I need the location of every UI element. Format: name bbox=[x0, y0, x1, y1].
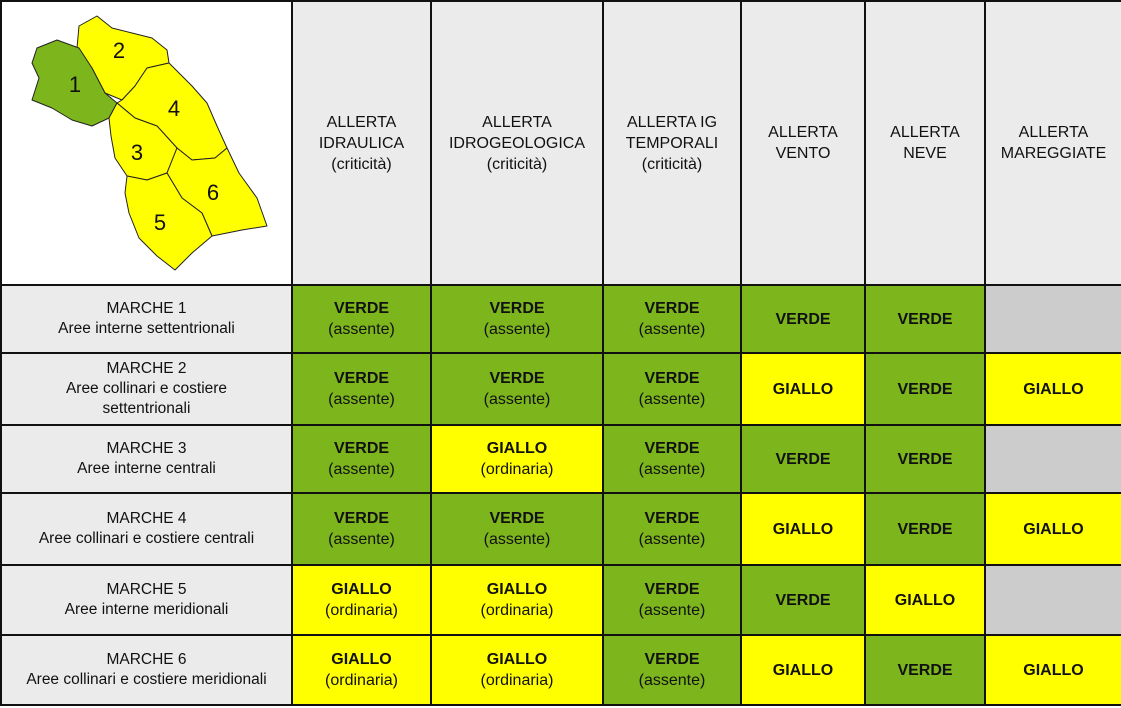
alert-level: VERDE bbox=[333, 510, 390, 527]
alert-level-cell bbox=[292, 635, 431, 705]
criticality: (assente) bbox=[638, 531, 706, 548]
alert-level: GIALLO bbox=[1023, 520, 1084, 538]
alert-level-cell bbox=[985, 493, 1121, 565]
alert-level: VERDE bbox=[489, 510, 545, 527]
alert-level: VERDE bbox=[897, 520, 953, 538]
alert-level: VERDE bbox=[775, 450, 831, 468]
alert-level-cell bbox=[431, 353, 603, 425]
alert-level: GIALLO bbox=[772, 520, 834, 538]
alert-level: VERDE bbox=[644, 581, 700, 598]
alert-level-cell bbox=[985, 425, 1121, 493]
alert-level: VERDE bbox=[644, 370, 700, 387]
alert-level: VERDE bbox=[897, 450, 953, 468]
alert-level-cell bbox=[741, 285, 865, 353]
map-zone-label-3: 3 bbox=[130, 140, 143, 165]
alert-level-cell bbox=[603, 565, 741, 635]
alert-level-cell bbox=[431, 425, 603, 493]
zone-label-line: Aree interne centrali bbox=[77, 460, 216, 477]
alert-level: VERDE bbox=[644, 510, 700, 527]
alert-level: VERDE bbox=[489, 370, 545, 387]
map-zone-label-6: 6 bbox=[206, 180, 219, 205]
alert-level: GIALLO bbox=[894, 591, 956, 609]
zone-label-line: Aree interne meridionali bbox=[64, 601, 229, 618]
criticality: (assente) bbox=[483, 391, 551, 408]
alert-level-cell bbox=[603, 635, 741, 705]
map-zone-label-5: 5 bbox=[153, 210, 166, 235]
table-row bbox=[1, 425, 1121, 493]
zone-label-cell bbox=[1, 565, 292, 635]
header-allerta-idraulica: ALLERTA IDRAULICA (criticità) bbox=[292, 1, 431, 285]
zone-label-line: MARCHE 6 bbox=[106, 651, 187, 668]
table-row bbox=[1, 635, 1121, 705]
zone-label-line: Aree interne settentrionali bbox=[58, 320, 235, 337]
alert-level: GIALLO bbox=[331, 651, 392, 668]
criticality: (ordinaria) bbox=[480, 461, 554, 478]
zone-label-cell bbox=[1, 285, 292, 353]
alert-level: VERDE bbox=[644, 440, 700, 457]
alert-level: VERDE bbox=[775, 310, 831, 328]
alert-level-cell bbox=[741, 425, 865, 493]
alert-level: GIALLO bbox=[1023, 661, 1084, 679]
alert-level-cell bbox=[865, 493, 985, 565]
criticality: (ordinaria) bbox=[325, 672, 398, 689]
alert-level-cell bbox=[292, 353, 431, 425]
marche-region-map bbox=[17, 8, 277, 278]
alert-level-cell bbox=[865, 285, 985, 353]
zone-label-cell bbox=[1, 635, 292, 705]
alert-level: GIALLO bbox=[772, 380, 834, 398]
zone-label-cell bbox=[1, 493, 292, 565]
alert-level: VERDE bbox=[897, 380, 953, 398]
alert-level: GIALLO bbox=[486, 440, 548, 457]
alert-level-cell bbox=[292, 493, 431, 565]
zone-label-line: MARCHE 2 bbox=[106, 360, 187, 377]
criticality: (ordinaria) bbox=[325, 602, 398, 619]
zone-label-cell bbox=[1, 353, 292, 425]
table-row bbox=[1, 565, 1121, 635]
table-row bbox=[1, 493, 1121, 565]
alert-level-cell bbox=[603, 285, 741, 353]
alert-level-cell bbox=[741, 635, 865, 705]
alert-level-cell bbox=[985, 565, 1121, 635]
criticality: (assente) bbox=[638, 391, 706, 408]
alert-level-cell bbox=[985, 635, 1121, 705]
alert-level: VERDE bbox=[333, 440, 390, 457]
header-row bbox=[1, 1, 1121, 285]
alert-level-cell bbox=[603, 425, 741, 493]
zone-label-line: MARCHE 5 bbox=[106, 581, 187, 598]
alert-level-cell bbox=[865, 353, 985, 425]
alert-level-cell bbox=[741, 353, 865, 425]
header-allerta-vento: ALLERTA VENTO bbox=[741, 1, 865, 285]
map-zone-label-2: 2 bbox=[112, 38, 125, 63]
criticality: (assente) bbox=[638, 461, 706, 478]
criticality: (assente) bbox=[328, 321, 395, 338]
header-allerta-mareggiate: ALLERTA MAREGGIATE bbox=[985, 1, 1121, 285]
map-zone-label-4: 4 bbox=[167, 96, 180, 121]
alert-level-cell bbox=[865, 635, 985, 705]
criticality: (ordinaria) bbox=[480, 672, 554, 689]
criticality: (assente) bbox=[638, 321, 706, 338]
criticality: (assente) bbox=[328, 461, 395, 478]
alert-level: VERDE bbox=[775, 591, 831, 609]
table-row bbox=[1, 285, 1121, 353]
criticality: (ordinaria) bbox=[480, 602, 554, 619]
alert-level-cell bbox=[292, 285, 431, 353]
alert-level: GIALLO bbox=[331, 581, 392, 598]
zone-label-line: MARCHE 4 bbox=[106, 510, 187, 527]
alert-level: VERDE bbox=[644, 651, 700, 668]
alert-level: GIALLO bbox=[486, 651, 548, 668]
zone-label-line: settentrionali bbox=[102, 400, 191, 417]
alert-level-cell bbox=[431, 565, 603, 635]
zone-label-cell bbox=[1, 425, 292, 493]
alert-level-cell bbox=[292, 565, 431, 635]
alert-level-cell bbox=[865, 425, 985, 493]
alert-level: VERDE bbox=[897, 310, 953, 328]
header-allerta-idrogeologica: ALLERTA IDROGEOLOGICA (criticità) bbox=[431, 1, 603, 285]
map-zone-label-1: 1 bbox=[68, 72, 81, 97]
alert-level-cell bbox=[431, 493, 603, 565]
alert-level: VERDE bbox=[897, 661, 953, 679]
alert-level-cell bbox=[603, 493, 741, 565]
table-row bbox=[1, 353, 1121, 425]
alert-level: VERDE bbox=[333, 370, 390, 387]
zone-label-line: Aree collinari e costiere centrali bbox=[38, 530, 255, 547]
alert-level: GIALLO bbox=[772, 661, 834, 679]
alert-level-cell bbox=[985, 285, 1121, 353]
alert-level-cell bbox=[865, 565, 985, 635]
criticality: (assente) bbox=[638, 672, 706, 689]
alert-level-cell bbox=[741, 565, 865, 635]
criticality: (assente) bbox=[328, 531, 395, 548]
alert-level: VERDE bbox=[333, 300, 390, 317]
zone-label-line: Aree collinari e costiere bbox=[65, 380, 228, 397]
alert-level: VERDE bbox=[489, 300, 545, 317]
alert-level: GIALLO bbox=[486, 581, 548, 598]
criticality: (assente) bbox=[483, 531, 551, 548]
header-allerta-neve: ALLERTA NEVE bbox=[865, 1, 985, 285]
alert-level: GIALLO bbox=[1023, 380, 1084, 398]
alert-level-cell bbox=[431, 285, 603, 353]
header-allerta-temporali: ALLERTA IG TEMPORALI (criticità) bbox=[603, 1, 741, 285]
alert-level-cell bbox=[431, 635, 603, 705]
alert-level-cell bbox=[603, 353, 741, 425]
alert-level: VERDE bbox=[644, 300, 700, 317]
zone-label-line: MARCHE 1 bbox=[106, 300, 187, 317]
criticality: (assente) bbox=[638, 602, 706, 619]
criticality: (assente) bbox=[483, 321, 551, 338]
alert-level-cell bbox=[985, 353, 1121, 425]
alert-level-cell bbox=[741, 493, 865, 565]
zone-label-line: Aree collinari e costiere meridionali bbox=[26, 671, 267, 688]
region-map-cell bbox=[1, 1, 292, 285]
criticality: (assente) bbox=[328, 391, 395, 408]
alert-level-cell bbox=[292, 425, 431, 493]
zone-label-line: MARCHE 3 bbox=[106, 440, 187, 457]
